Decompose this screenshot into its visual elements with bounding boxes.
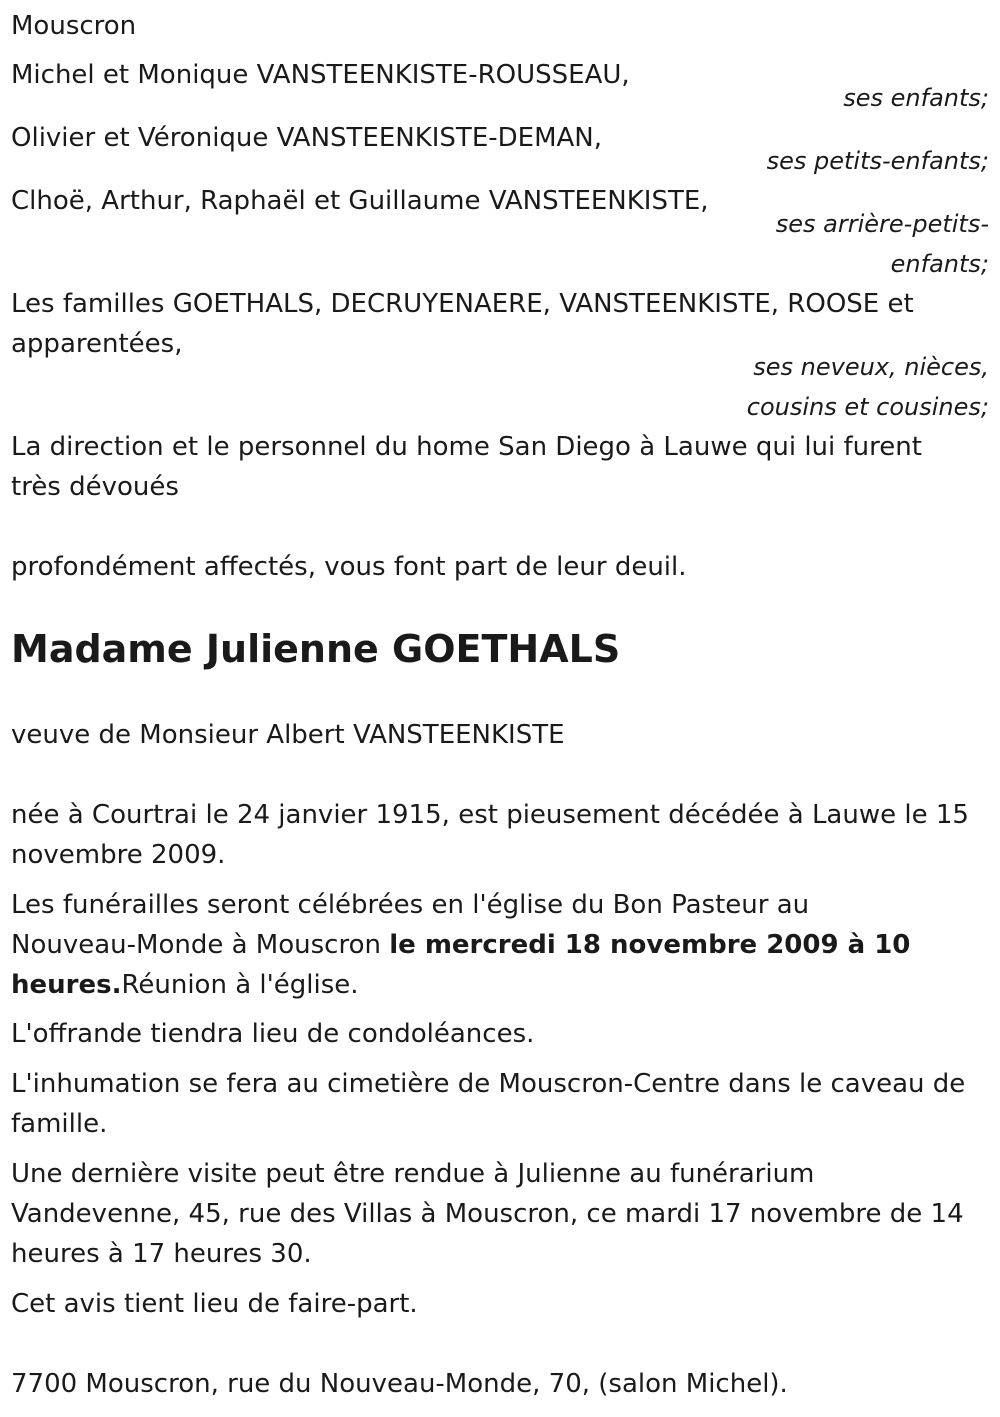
announcement-text: profondément affectés, vous font part de leur deuil. [11,552,687,582]
address-text: 7700 Mouscron, rue du Nouveau-Monde, 70, (salon Michel). [11,1369,788,1399]
funeral-date: le mercredi 18 novembre 2009 à 10 [389,930,911,960]
birth-death-line2: novembre 2009. [11,840,226,870]
family-home-staff-line1: La direction et le personnel du home San Diego à Lauwe qui lui furent [11,432,922,462]
family-children-role: ses enfants; [843,84,989,112]
family-great-grandchildren-role-line1: ses arrière-petits- [775,210,989,238]
funeral-time: heures. [11,970,122,1000]
spouse-text: veuve de Monsieur Albert VANSTEENKISTE [11,720,565,750]
family-relatives-role-line2: cousins et cousines; [746,393,989,421]
deceased-name-heading: Madame Julienne GOETHALS [11,627,621,671]
location-text: Mouscron [11,11,137,41]
family-relatives-role-line1: ses neveux, nièces, [753,353,989,381]
offering-text: L'offrande tiendra lieu de condoléances. [11,1019,535,1049]
funeral-meeting: Réunion à l'église. [121,970,359,1000]
burial-line1: L'inhumation se fera au cimetière de Mouscron-Centre dans le caveau de [11,1069,966,1099]
burial-line2: famille. [11,1109,108,1139]
family-grandchildren-names: Olivier et Véronique VANSTEENKISTE-DEMAN, [11,123,603,153]
family-children-names: Michel et Monique VANSTEENKISTE-ROUSSEAU, [11,60,630,90]
funeral-line2 [11,925,989,965]
birth-death-line1: née à Courtrai le 24 janvier 1915, est pieusement décédée à Lauwe le 15 [11,800,969,830]
family-relatives-names-line1: Les familles GOETHALS, DECRUYENAERE, VANSTEENKISTE, ROOSE et [11,289,914,319]
visit-line3: heures à 17 heures 30. [11,1239,312,1269]
visit-line1: Une dernière visite peut être rendue à Julienne au funérarium [11,1159,815,1189]
family-home-staff-line2: très dévoués [11,472,179,502]
funeral-line1: Les funérailles seront célébrées en l'église du Bon Pasteur au [11,890,810,920]
visit-line2: Vandevenne, 45, rue des Villas à Mouscron, ce mardi 17 novembre de 14 [11,1199,964,1229]
family-great-grandchildren-names: Clhoë, Arthur, Raphaël et Guillaume VANSTEENKISTE, [11,186,709,216]
funeral-place: Nouveau-Monde à Mouscron [11,930,390,960]
family-relatives-names-line2: apparentées, [11,329,183,359]
notice-text: Cet avis tient lieu de faire-part. [11,1289,418,1319]
family-grandchildren-role: ses petits-enfants; [766,147,989,175]
funeral-line3 [11,965,989,1005]
family-great-grandchildren-role-line2: enfants; [890,250,989,278]
